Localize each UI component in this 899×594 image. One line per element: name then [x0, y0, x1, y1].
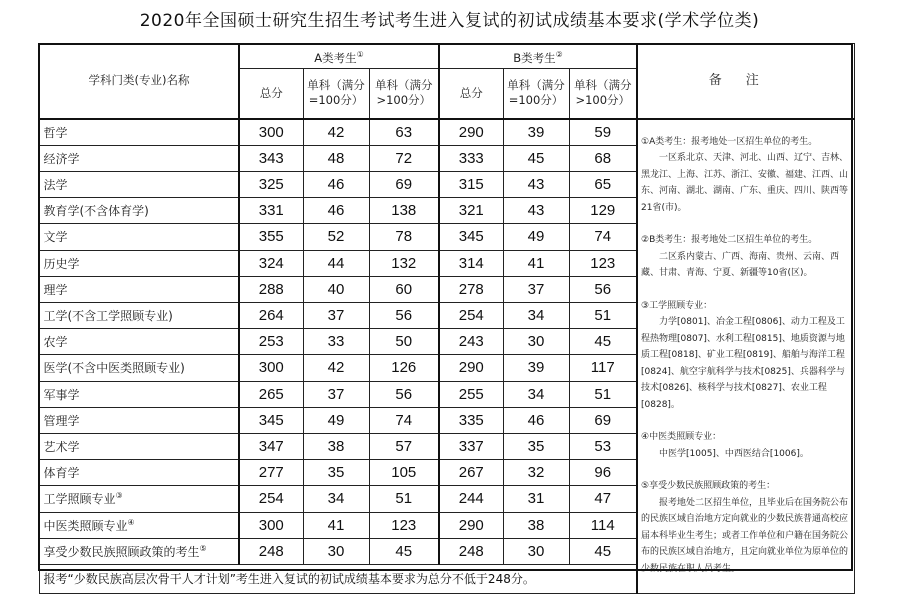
a-total-score: 345	[239, 407, 303, 433]
b-single-100-score: 32	[503, 460, 569, 486]
b-total-score: 290	[439, 355, 503, 381]
b-single-gt100-score: 74	[569, 224, 637, 250]
a-total-header: 总分	[239, 69, 303, 119]
subject-name: 医学(不含中医类照顾专业)	[39, 355, 239, 381]
subject-name: 享受少数民族照顾政策的考生⑤	[39, 538, 239, 564]
subject-column-header: 学科门类(专业)名称	[39, 44, 239, 119]
subject-name: 中医类照顾专业④	[39, 512, 239, 538]
b-single-100-score: 34	[503, 302, 569, 328]
subject-name: 哲学	[39, 119, 239, 146]
a-single-gt100-score: 50	[369, 329, 439, 355]
b-total-score: 248	[439, 538, 503, 564]
subject-name: 经济学	[39, 145, 239, 171]
b-single-gt100-score: 96	[569, 460, 637, 486]
remark-body: 力学[0801]、冶金工程[0806]、动力工程及工程热物理[0807]、水利工程[0815]、地质资源与地质工程[0818]、矿业工程[0819]、船舶与海洋工程[0824]、航空宇航科学与技术[0825]、兵器科学与技术[0826]、核科学与技术[0827]、农业工程[0828]。	[641, 317, 845, 410]
a-single-100-score: 35	[303, 460, 369, 486]
a-single-100-score: 46	[303, 198, 369, 224]
a-single-gt100-score: 138	[369, 198, 439, 224]
remark-body: 报考地处二区招生单位，且毕业后在国务院公布的民族区域自治地方定向就业的少数民族普通高校应届本科毕业生考生；或者工作单位和户籍在国务院公布的民族区域自治地方，且定向就业单位为原单位的少数民族在职人员考生。	[641, 497, 849, 574]
a-single-gt100-score: 69	[369, 171, 439, 197]
a-single-gt100-score: 105	[369, 460, 439, 486]
remark-heading: ⑤享受少数民族照顾政策的考生：	[641, 481, 776, 491]
b-total-score: 267	[439, 460, 503, 486]
b-single-gt100-score: 53	[569, 433, 637, 459]
a-single-100-score: 52	[303, 224, 369, 250]
b-single-100-score: 46	[503, 407, 569, 433]
a-single-gt100-score: 57	[369, 433, 439, 459]
remark-body: 一区系北京、天津、河北、山西、辽宁、吉林、黑龙江、上海、江苏、浙江、安徽、福建、江西、山东、河南、湖北、湖南、广东、重庆、四川、陕西等21省(市)。	[641, 153, 849, 213]
a-single-100-score: 49	[303, 407, 369, 433]
a-single-100-score: 42	[303, 355, 369, 381]
b-single-100-score: 39	[503, 355, 569, 381]
b-single-100-score: 31	[503, 486, 569, 512]
b-single-gt100-score: 51	[569, 381, 637, 407]
subject-name: 理学	[39, 276, 239, 302]
b-single-100-score: 39	[503, 119, 569, 146]
a-single-gt100-score: 51	[369, 486, 439, 512]
b-single-100-score: 43	[503, 198, 569, 224]
remark-heading: ③工学照顾专业：	[641, 300, 713, 311]
a-single-gt100-score: 60	[369, 276, 439, 302]
a-single-100-score: 44	[303, 250, 369, 276]
remarks-header: 备注	[637, 44, 854, 119]
b-total-score: 321	[439, 198, 503, 224]
b-single-gt100-score: 56	[569, 276, 637, 302]
a-single-gt100-score: 126	[369, 355, 439, 381]
subject-name: 教育学(不含体育学)	[39, 198, 239, 224]
a-total-score: 264	[239, 302, 303, 328]
b-single-gt100-score: 69	[569, 407, 637, 433]
a-total-score: 355	[239, 224, 303, 250]
b-single-gt100-score: 65	[569, 171, 637, 197]
subject-name: 法学	[39, 171, 239, 197]
a-single-100-score: 38	[303, 433, 369, 459]
b-single-100-score: 41	[503, 250, 569, 276]
a-single-gt100-score: 123	[369, 512, 439, 538]
footer-note: 报考“少数民族高层次骨干人才计划”考生进入复试的初试成绩基本要求为总分不低于248分。	[39, 564, 637, 593]
group-a-header: A类考生①	[239, 44, 439, 69]
a-single-100-score: 46	[303, 171, 369, 197]
a-single-100-score: 34	[303, 486, 369, 512]
b-single-100-score: 43	[503, 171, 569, 197]
b-single-gt100-score: 117	[569, 355, 637, 381]
remark-body: 二区系内蒙古、广西、海南、贵州、云南、西藏、甘肃、青海、宁夏、新疆等10省(区)。	[641, 251, 840, 278]
a-total-score: 254	[239, 486, 303, 512]
b-single-gt100-header: 单科（满分>100分）	[569, 69, 637, 119]
b-total-score: 337	[439, 433, 503, 459]
b-single-gt100-score: 68	[569, 145, 637, 171]
a-total-score: 343	[239, 145, 303, 171]
b-single-gt100-score: 45	[569, 329, 637, 355]
a-single-gt100-score: 78	[369, 224, 439, 250]
remark-body: 中医学[1005]、中西医结合[1006]。	[659, 448, 809, 459]
b-total-score: 314	[439, 250, 503, 276]
b-single-100-score: 35	[503, 433, 569, 459]
subject-name: 体育学	[39, 460, 239, 486]
b-single-100-score: 45	[503, 145, 569, 171]
b-single-gt100-score: 47	[569, 486, 637, 512]
b-single-gt100-score: 129	[569, 198, 637, 224]
a-single-100-score: 42	[303, 119, 369, 146]
remark-heading: ①A类考生：报考地处一区招生单位的考生。	[641, 136, 818, 147]
a-single-gt100-score: 74	[369, 407, 439, 433]
subject-name: 工学照顾专业③	[39, 486, 239, 512]
table-border	[38, 43, 853, 571]
b-single-gt100-score: 51	[569, 302, 637, 328]
b-total-score: 244	[439, 486, 503, 512]
b-single-100-score: 37	[503, 276, 569, 302]
b-total-score: 290	[439, 119, 503, 146]
a-single-100-header: 单科（满分=100分）	[303, 69, 369, 119]
b-total-score: 254	[439, 302, 503, 328]
a-total-score: 288	[239, 276, 303, 302]
subject-name: 管理学	[39, 407, 239, 433]
b-total-score: 333	[439, 145, 503, 171]
b-single-gt100-score: 114	[569, 512, 637, 538]
b-single-100-header: 单科（满分=100分）	[503, 69, 569, 119]
b-total-score: 255	[439, 381, 503, 407]
b-total-score: 345	[439, 224, 503, 250]
a-total-score: 265	[239, 381, 303, 407]
b-total-score: 278	[439, 276, 503, 302]
a-single-gt100-score: 45	[369, 538, 439, 564]
a-single-100-score: 30	[303, 538, 369, 564]
b-single-100-score: 30	[503, 329, 569, 355]
remark-heading: ④中医类照顾专业：	[641, 432, 722, 442]
a-total-score: 277	[239, 460, 303, 486]
subject-name: 军事学	[39, 381, 239, 407]
a-total-score: 248	[239, 538, 303, 564]
a-total-score: 324	[239, 250, 303, 276]
b-single-100-score: 49	[503, 224, 569, 250]
a-single-100-score: 37	[303, 381, 369, 407]
group-b-header: B类考生②	[439, 44, 637, 69]
b-total-score: 243	[439, 329, 503, 355]
a-total-score: 300	[239, 512, 303, 538]
b-total-score: 290	[439, 512, 503, 538]
a-single-100-score: 48	[303, 145, 369, 171]
a-total-score: 253	[239, 329, 303, 355]
b-total-score: 335	[439, 407, 503, 433]
a-single-100-score: 41	[303, 512, 369, 538]
subject-name: 农学	[39, 329, 239, 355]
a-total-score: 300	[239, 119, 303, 146]
b-single-gt100-score: 123	[569, 250, 637, 276]
a-total-score: 325	[239, 171, 303, 197]
b-total-score: 315	[439, 171, 503, 197]
subject-name: 文学	[39, 224, 239, 250]
a-single-gt100-score: 132	[369, 250, 439, 276]
a-total-score: 331	[239, 198, 303, 224]
a-single-gt100-score: 56	[369, 381, 439, 407]
a-total-score: 300	[239, 355, 303, 381]
b-single-100-score: 38	[503, 512, 569, 538]
a-single-100-score: 40	[303, 276, 369, 302]
subject-name: 艺术学	[39, 433, 239, 459]
b-single-gt100-score: 45	[569, 538, 637, 564]
a-total-score: 347	[239, 433, 303, 459]
subject-name: 历史学	[39, 250, 239, 276]
page-title: 2020年全国硕士研究生招生考试考生进入复试的初试成绩基本要求(学术学位类)	[139, 11, 760, 31]
a-single-100-score: 33	[303, 329, 369, 355]
a-single-gt100-score: 72	[369, 145, 439, 171]
subject-name: 工学(不含工学照顾专业)	[39, 302, 239, 328]
a-single-gt100-score: 63	[369, 119, 439, 146]
b-single-gt100-score: 59	[569, 119, 637, 146]
a-single-gt100-header: 单科（满分>100分）	[369, 69, 439, 119]
a-single-100-score: 37	[303, 302, 369, 328]
a-single-gt100-score: 56	[369, 302, 439, 328]
remark-heading: ②B类考生：报考地处二区招生单位的考生。	[641, 235, 818, 245]
b-total-header: 总分	[439, 69, 503, 119]
b-single-100-score: 30	[503, 538, 569, 564]
b-single-100-score: 34	[503, 381, 569, 407]
